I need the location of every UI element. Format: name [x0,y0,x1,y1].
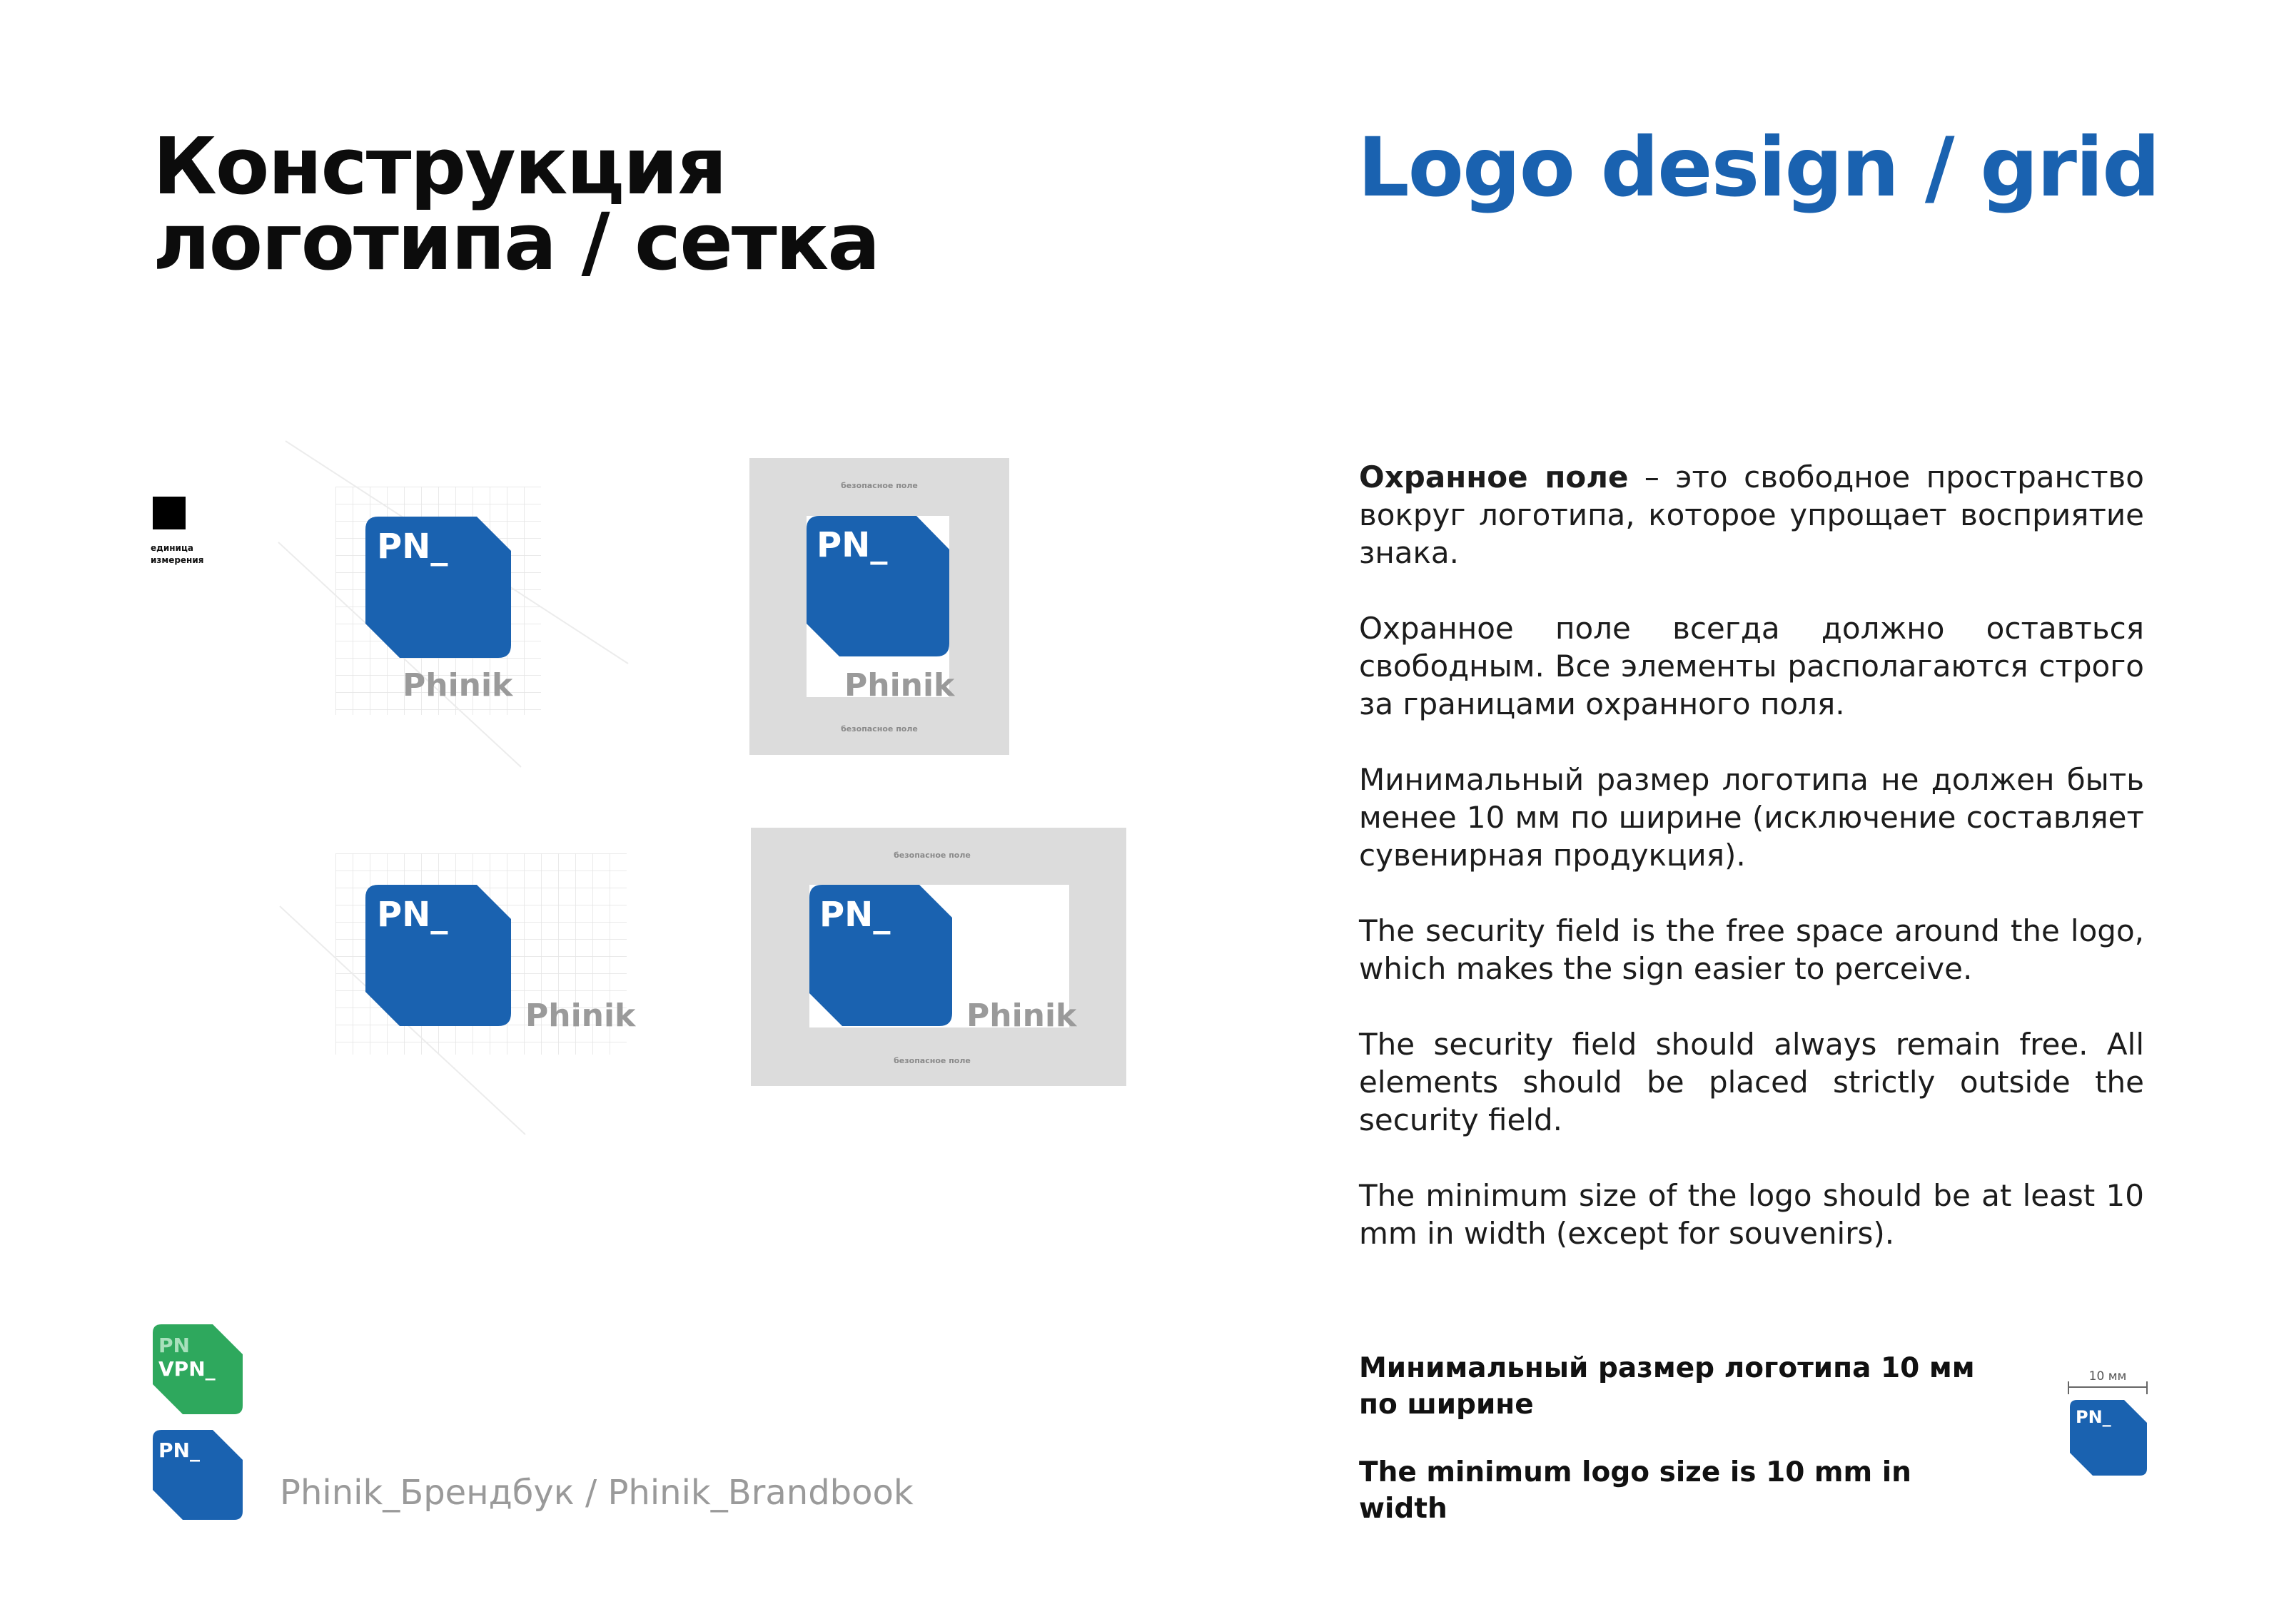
dimension-label: 10 мм [2088,1369,2127,1384]
grid-horizontal-logo [280,853,637,1135]
phinik-wordmark: Phinik [403,667,513,704]
min-size-logo-illustration [2056,1356,2170,1484]
min-size-text [1359,1350,2001,1558]
pn-mark-text: PN_ [819,895,891,935]
safe-zone-label: безопасное поле [841,724,918,734]
paragraph-1-bold: Охранное поле [1359,460,1629,494]
phinik-wordmark: Phinik [966,998,1077,1034]
safe-zone-label: безопасное поле [894,851,971,860]
paragraph-1 [1359,458,2144,572]
paragraph-3: Минимальный размер логотипа не должен быть менее 10 мм по ширине (исключение составляет сувенирная продукция). [1359,762,2144,873]
pn-mark-text-small: PN_ [2076,1407,2111,1427]
page-title-ru-line2: логотипа / сетка [153,196,879,288]
phinik-wordmark: Phinik [525,998,636,1034]
paragraph-5: The security field should always remain free. All elements should be placed strictly outside the security field. [1359,1027,2144,1137]
pn-mark-text: PN_ [377,527,448,567]
vpn-app-icon [153,1324,243,1414]
vpn-icon-bottom-text: VPN_ [158,1357,216,1381]
footer-brandbook-label: Phinik_Брендбук / Phinik_Brandbook [280,1473,914,1513]
body-text [1359,458,2144,1290]
unit-label-line1: единица [151,543,193,553]
unit-label-line2: измерения [151,555,204,565]
phinik-wordmark: Phinik [844,667,955,704]
pn-app-icon [153,1430,243,1520]
vpn-icon-top-text: PN [158,1334,190,1357]
grid-vertical-logo [278,441,628,767]
safe-zone-label: безопасное поле [894,1056,971,1065]
paragraph-6: The minimum size of the logo should be at least 10 mm in width (except for souvenirs). [1359,1178,2144,1251]
paragraph-4: The security field is the free space around the logo, which makes the sign easier to perceive. [1359,913,2144,986]
paragraph-1-rest: – это свободное пространство вокруг логотипа, которое упрощает восприятие знака. [1359,460,2144,570]
page-title-en: Logo design / grid [1358,120,2159,215]
min-size-en: The minimum logo size is 10 mm in width [1359,1456,1911,1525]
safe-zone-horizontal-logo [751,828,1126,1086]
pn-mark-text: PN_ [377,895,448,935]
safe-zone-vertical-logo [749,458,1009,755]
min-size-ru: Минимальный размер логотипа 10 мм по ширине [1359,1352,1975,1421]
safe-zone-label: безопасное поле [841,481,918,490]
pn-icon-text: PN_ [158,1438,200,1462]
paragraph-2: Охранное поле всегда должно оставться свободным. Все элементы располагаются строго за границами охранного поля. [1359,611,2144,721]
pn-mark-text: PN_ [817,525,888,565]
page-title-ru-line1: Конструкция [153,121,726,212]
